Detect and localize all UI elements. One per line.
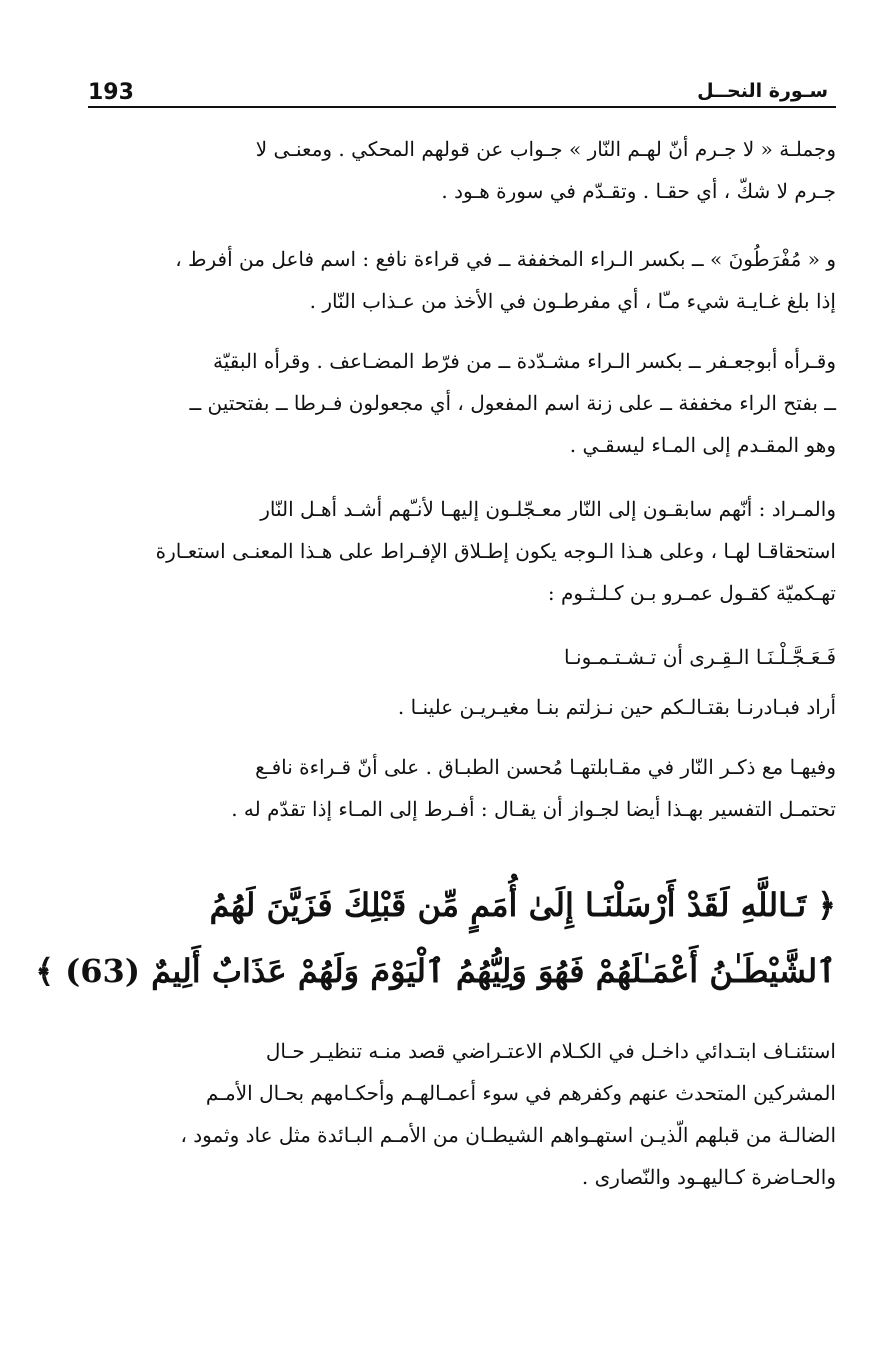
text-line: وقـرأه أبوجعـفر ــ بكسر الـراء مشـدّدة ــ من فرّط المضـاعف . وقرأه البقيّة bbox=[212, 349, 836, 373]
commentary bbox=[88, 1030, 836, 1198]
page-header bbox=[88, 80, 836, 108]
text-line: الضالـة من قبلهم الّذيـن استهـواهم الشيطـان من الأمـم البـائدة مثل عاد وثمود ، bbox=[180, 1123, 836, 1147]
text-line: استحقاقـا لهـا ، وعلى هـذا الـوجه يكون إطـلاق الإفـراط على هـذا المعنـى استعـارة bbox=[155, 539, 836, 563]
text-line: والحـاضرة كـاليهـود والنّصارى . bbox=[581, 1165, 836, 1189]
quran-line: ﴿ تَـاللَّهِ لَقَدْ أَرْسَلْنَـا إِلَىٰ أُمَمٍ مِّن قَبْلِكَ فَزَيَّنَ لَهُمُ bbox=[209, 886, 836, 924]
page-number: 193 bbox=[88, 80, 134, 105]
text-line: المشركين المتحدث عنهم وكفرهم في سوء أعمـالهـم وأحكـامهم بحـال الأمـم bbox=[205, 1081, 836, 1105]
quran-line: ٱلشَّيْطَـٰنُ أَعْمَـٰلَهُمْ فَهُوَ وَلِيُّهُمُ ٱلْيَوْمَ وَلَهُمْ عَذَابٌ أَلِيمٌ (63) ﴾ bbox=[35, 952, 836, 990]
text-line: ــ بفتح الراء مخففة ــ على زنة اسم المفعول ، أي مجعولون فـرطا ــ بفتحتين ــ bbox=[189, 391, 836, 415]
quran-verse bbox=[35, 872, 836, 1004]
paragraph-1 bbox=[88, 128, 836, 212]
verse-explanation bbox=[88, 686, 836, 728]
text-line: والمـراد : أنّهم سابقـون إلى النّار معـجّلـون إليهـا لأنـّهم أشـد أهـل النّار bbox=[260, 497, 836, 521]
header-divider bbox=[88, 106, 836, 108]
surah-title: سـورة النحــل bbox=[697, 80, 828, 102]
text-line: استئنـاف ابتـدائي داخـل في الكـلام الاعتـراضي قصد منـه تنظيـر حـال bbox=[265, 1039, 836, 1063]
text-line: جـرم لا شكّ ، أي حقـا . وتقـدّم في سورة هـود . bbox=[441, 179, 836, 203]
paragraph-4 bbox=[88, 488, 836, 614]
paragraph-2 bbox=[88, 238, 836, 322]
paragraph-5 bbox=[88, 746, 836, 830]
text-line: وجملـة « لا جـرم أنّ لهـم النّار » جـواب عن قولهم المحكي . ومعنـى لا bbox=[255, 137, 836, 161]
text-line: و « مُفْرَطُونَ » ــ بكسر الـراء المخففة ــ في قراءة نافع : اسم فاعل من أفرط ، bbox=[175, 247, 836, 271]
text-line: تحتمـل التفسير بهـذا أيضا لجـواز أن يقـال : أفـرط إلى المـاء إذا تقدّم له . bbox=[231, 797, 836, 821]
text-line: تهـكميّة كقـول عمـرو بـن كـلـثـوم : bbox=[547, 581, 836, 605]
text-line: وهو المقـدم إلى المـاء ليسقـي . bbox=[569, 433, 836, 457]
paragraph-3 bbox=[88, 340, 836, 466]
text-line: أراد فبـادرنـا بقتـالـكم حين نـزلتم بنـا مغيـريـن علينـا . bbox=[397, 695, 836, 719]
poem-line: فَـعَـجَّـلْـنَـا الـقِـرى أن تـشـتـمـونـا bbox=[564, 645, 836, 669]
text-line: وفيهـا مع ذكـر النّار في مقـابلتهـا مُحسن الطبـاق . على أنّ قـراءة نافـع bbox=[255, 755, 836, 779]
text-line: إذا بلغ غـايـة شيء مـّا ، أي مفرطـون في الأخذ من عـذاب النّار . bbox=[309, 289, 836, 313]
poem-verse bbox=[88, 636, 836, 678]
